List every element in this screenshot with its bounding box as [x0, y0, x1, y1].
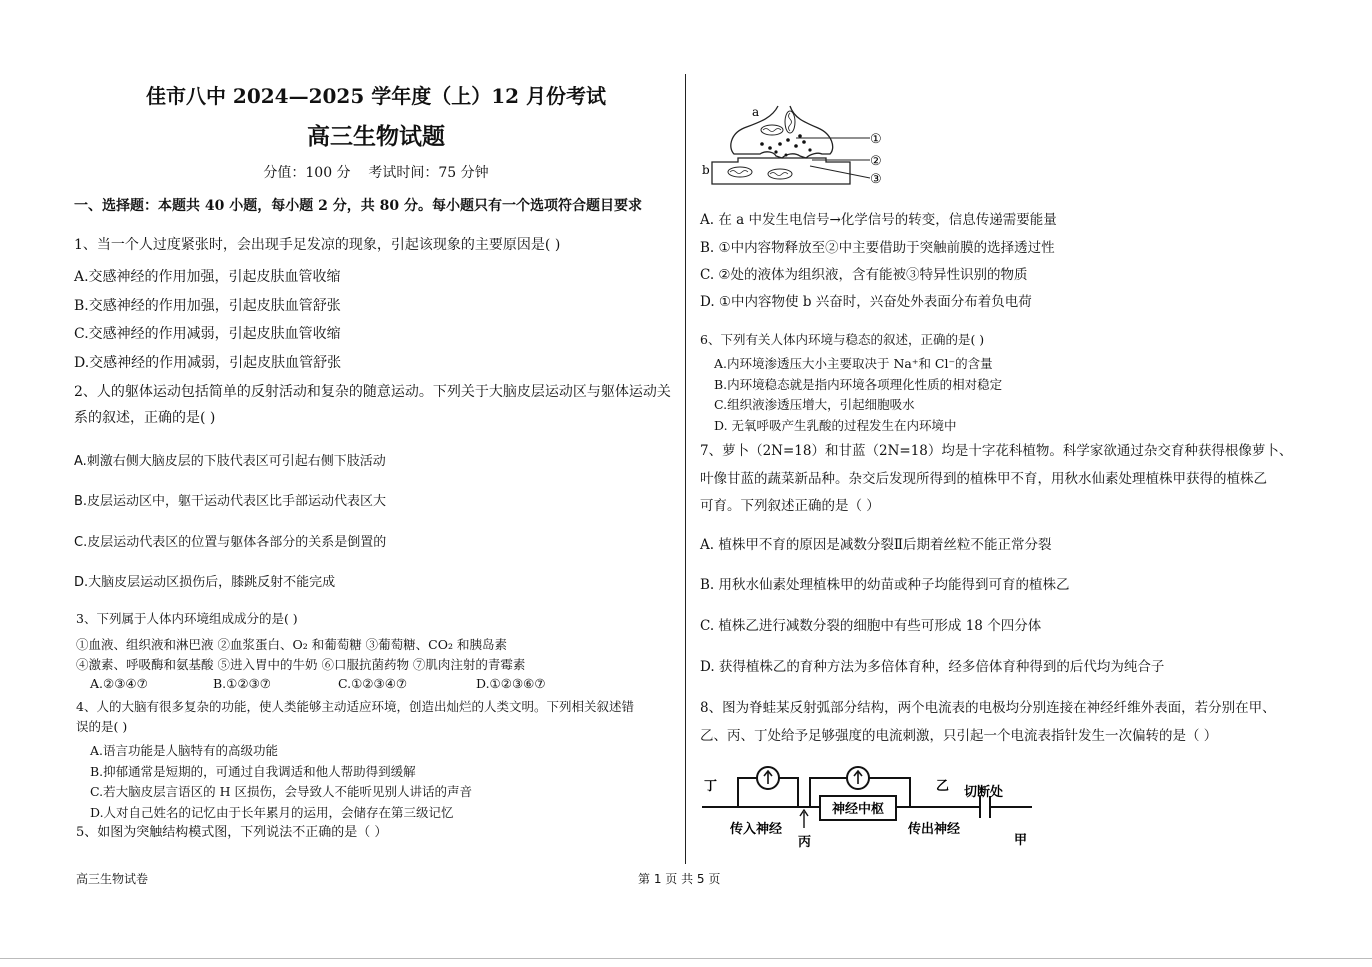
q2-option-b: B.皮层运动区中，躯干运动代表区比手部运动代表区大	[74, 494, 387, 509]
q1-option-a: A.交感神经的作用加强，引起皮肤血管收缩	[74, 269, 341, 285]
q4-option-d: D.人对自己姓名的记忆由于长年累月的运用，会储存在第三级记忆	[90, 805, 454, 820]
q7-option-c: C. 植株乙进行减数分裂的细胞中有些可形成 18 个四分体	[700, 618, 1042, 634]
nerve-center-label: 神经中枢	[831, 802, 885, 817]
exam-subtitle: 高三生物试题	[307, 123, 445, 150]
efferent-label: 传出神经	[908, 822, 961, 837]
q4-option-c: C.若大脑皮层言语区的 H 区损伤，会导致人不能听见别人讲话的声音	[90, 784, 472, 799]
footer-left: 高三生物试卷	[76, 872, 149, 886]
q5-stem: 5、如图为突触结构模式图，下列说法不正确的是（ ）	[76, 825, 388, 840]
afferent-label: 传入神经	[730, 822, 783, 837]
q3-line1: ①血液、组织液和淋巴液 ②血浆蛋白、O₂ 和葡萄糖 ③葡萄糖、CO₂ 和胰岛素	[76, 637, 507, 652]
q2-stem-line1: 2、人的躯体运动包括简单的反射活动和复杂的随意运动。下列关于大脑皮层运动区与躯体运动关	[74, 384, 671, 400]
q3-option-a: A.②③④⑦	[90, 676, 148, 691]
q6-stem: 6、下列有关人体内环境与稳态的叙述，正确的是( )	[700, 332, 985, 347]
q5-option-c: C. ②处的液体为组织液，含有能被③特异性识别的物质	[700, 267, 1028, 283]
q7-option-a: A. 植株甲不育的原因是减数分裂Ⅱ后期着丝粒不能正常分裂	[700, 537, 1052, 553]
column-divider	[685, 74, 686, 864]
q2-option-a: A.刺激右侧大脑皮层的下肢代表区可引起右侧下肢活动	[74, 454, 386, 469]
q6-option-b: B.内环境稳态就是指内环境各项理化性质的相对稳定	[714, 377, 1003, 392]
q5-option-b: B. ①中内容物释放至②中主要借助于突触前膜的选择透过性	[700, 240, 1055, 256]
q1-stem: 1、当一个人过度紧张时，会出现手足发凉的现象，引起该现象的主要原因是( )	[74, 237, 561, 253]
q3-option-c: C.①②③④⑦	[338, 676, 408, 691]
point-jia: 甲	[1014, 833, 1028, 848]
score-info: 分值：100 分 考试时间：75 分钟	[263, 165, 489, 181]
synapse-label-3: ③	[870, 172, 882, 187]
point-ding: 丁	[704, 779, 718, 794]
q8-stem-line1: 8、图为脊蛙某反射弧部分结构，两个电流表的电极均分别连接在神经纤维外表面，若分别在甲、	[700, 700, 1276, 716]
synapse-label-1: ①	[870, 132, 882, 147]
q5-option-a: A. 在 a 中发生电信号→化学信号的转变，信息传递需要能量	[700, 212, 1057, 228]
q1-option-d: D.交感神经的作用减弱，引起皮肤血管舒张	[74, 355, 342, 371]
q3-line2: ④激素、呼吸酶和氨基酸 ⑤进入胃中的牛奶 ⑥口服抗菌药物 ⑦肌肉注射的青霉素	[76, 657, 526, 672]
q5-option-d: D. ①中内容物使 b 兴奋时，兴奋处外表面分布着负电荷	[700, 294, 1032, 310]
point-bing: 丙	[798, 835, 812, 850]
q3-option-b: B.①②③⑦	[213, 676, 271, 691]
q7-option-b: B. 用秋水仙素处理植株甲的幼苗或种子均能得到可育的植株乙	[700, 577, 1070, 593]
q7-option-d: D. 获得植株乙的育种方法为多倍体育种，经多倍体育种得到的后代均为纯合子	[700, 659, 1165, 675]
section-heading: 一、选择题：本题共 40 小题，每小题 2 分，共 80 分。每小题只有一个选项符合题目要求	[74, 198, 642, 214]
q4-stem-line1: 4、人的大脑有很多复杂的功能，使人类能够主动适应环境，创造出灿烂的人类文明。下列相关叙述错	[76, 699, 634, 714]
point-yi: 乙	[936, 779, 950, 794]
page-bottom-edge	[0, 958, 1372, 959]
q1-option-c: C.交感神经的作用减弱，引起皮肤血管收缩	[74, 326, 341, 342]
cut-label: 切断处	[964, 785, 1004, 800]
q3-stem: 3、下列属于人体内环境组成成分的是( )	[76, 611, 298, 626]
q1-option-b: B.交感神经的作用加强，引起皮肤血管舒张	[74, 298, 341, 314]
q7-stem-line2: 叶像甘蓝的蔬菜新品种。杂交后发现所得到的植株甲不育，用秋水仙素处理植株甲获得的植株乙	[700, 471, 1267, 487]
q4-stem-line2: 误的是( )	[76, 719, 128, 734]
q6-option-a: A.内环境渗透压大小主要取决于 Na⁺和 Cl⁻的含量	[714, 356, 993, 371]
q8-stem-line2: 乙、丙、丁处给予足够强度的电流刺激，只引起一个电流表指针发生一次偏转的是（ ）	[700, 728, 1218, 744]
reflex-arc-figure	[700, 760, 1040, 852]
q6-option-d: D. 无氧呼吸产生乳酸的过程发生在内环境中	[714, 418, 957, 433]
synapse-label-2: ②	[870, 154, 882, 169]
page-number: 第 1 页 共 5 页	[638, 872, 721, 886]
exam-title: 佳市八中 2024—2025 学年度（上）12 月份考试	[145, 84, 607, 108]
q6-option-c: C.组织液渗透压增大，引起细胞吸水	[714, 397, 915, 412]
q3-option-d: D.①②③⑥⑦	[476, 676, 546, 691]
q7-stem-line3: 可育。下列叙述正确的是（ ）	[700, 498, 880, 514]
q7-stem-line1: 7、萝卜（2N=18）和甘蓝（2N=18）均是十字花科植物。科学家欲通过杂交育种获得根像萝卜、	[700, 443, 1293, 459]
q2-option-c: C.皮层运动代表区的位置与躯体各部分的关系是倒置的	[74, 535, 387, 550]
synapse-label-b: b	[702, 163, 710, 177]
synapse-label-a: a	[752, 105, 760, 119]
q2-stem-line2: 系的叙述，正确的是( )	[74, 410, 216, 426]
q2-option-d: D.大脑皮层运动区损伤后，膝跳反射不能完成	[74, 575, 336, 590]
q4-option-b: B.抑郁通常是短期的，可通过自我调适和他人帮助得到缓解	[90, 764, 416, 779]
synapse-figure	[700, 100, 900, 192]
q4-option-a: A.语言功能是人脑特有的高级功能	[90, 743, 279, 758]
